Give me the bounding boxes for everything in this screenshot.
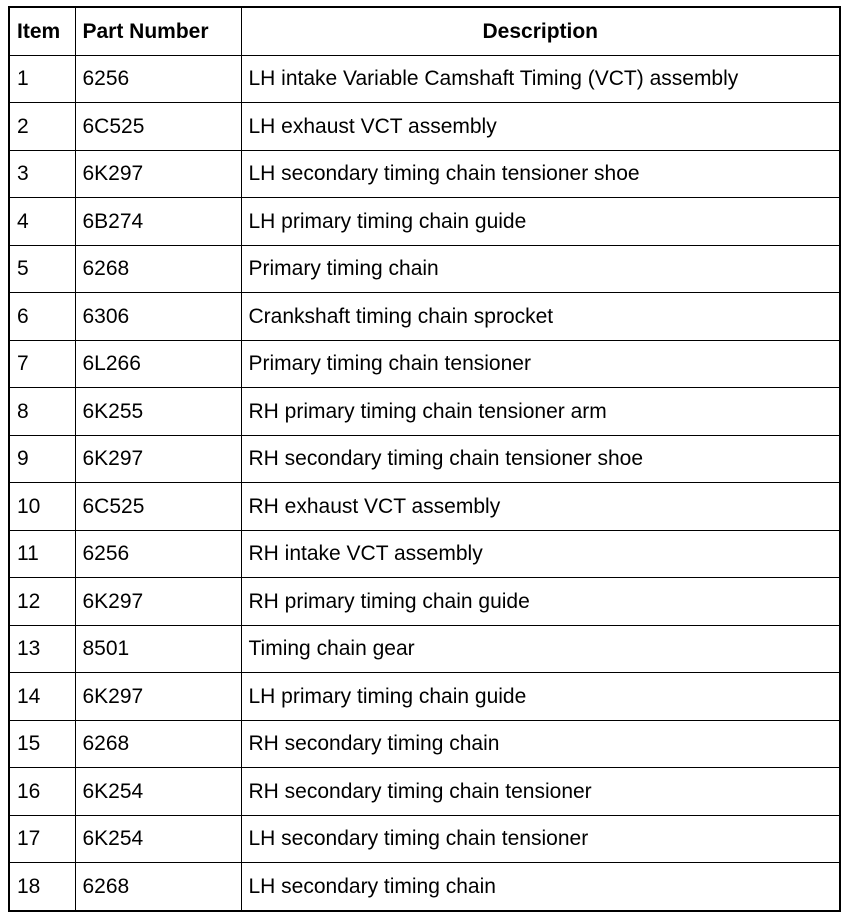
- cell-description: RH intake VCT assembly: [241, 530, 840, 578]
- cell-item: 17: [9, 815, 75, 863]
- cell-item: 12: [9, 578, 75, 626]
- table-row: [9, 245, 840, 293]
- header-part-number: Part Number: [75, 7, 241, 55]
- table-row: [9, 530, 840, 578]
- cell-part-number: 6K255: [75, 388, 241, 436]
- cell-item: 5: [9, 245, 75, 293]
- cell-description: Primary timing chain: [241, 245, 840, 293]
- cell-part-number: 6B274: [75, 198, 241, 246]
- cell-part-number: 6268: [75, 720, 241, 768]
- parts-table: [8, 6, 841, 912]
- cell-description: RH primary timing chain tensioner arm: [241, 388, 840, 436]
- cell-part-number: 6268: [75, 245, 241, 293]
- cell-description: RH primary timing chain guide: [241, 578, 840, 626]
- table-row: [9, 863, 840, 911]
- cell-part-number: 6K254: [75, 815, 241, 863]
- cell-item: 6: [9, 293, 75, 341]
- cell-item: 16: [9, 768, 75, 816]
- cell-part-number: 6C525: [75, 483, 241, 531]
- cell-item: 18: [9, 863, 75, 911]
- header-description: Description: [241, 7, 840, 55]
- table-row: [9, 55, 840, 103]
- cell-item: 10: [9, 483, 75, 531]
- header-item: Item: [9, 7, 75, 55]
- cell-part-number: 6K297: [75, 673, 241, 721]
- cell-part-number: 6K297: [75, 578, 241, 626]
- cell-description: Crankshaft timing chain sprocket: [241, 293, 840, 341]
- table-body: [9, 55, 840, 911]
- cell-description: RH secondary timing chain tensioner: [241, 768, 840, 816]
- cell-part-number: 8501: [75, 625, 241, 673]
- table-row: [9, 625, 840, 673]
- cell-part-number: 6C525: [75, 103, 241, 151]
- cell-part-number: 6K254: [75, 768, 241, 816]
- cell-description: RH secondary timing chain: [241, 720, 840, 768]
- cell-description: Timing chain gear: [241, 625, 840, 673]
- cell-part-number: 6256: [75, 530, 241, 578]
- cell-item: 9: [9, 435, 75, 483]
- table-row: [9, 673, 840, 721]
- table-row: [9, 150, 840, 198]
- table-row: [9, 388, 840, 436]
- cell-description: Primary timing chain tensioner: [241, 340, 840, 388]
- table-row: [9, 293, 840, 341]
- cell-part-number: 6306: [75, 293, 241, 341]
- cell-item: 3: [9, 150, 75, 198]
- table-row: [9, 340, 840, 388]
- cell-description: LH intake Variable Camshaft Timing (VCT) assembly: [241, 55, 840, 103]
- table-row: [9, 198, 840, 246]
- table-row: [9, 578, 840, 626]
- cell-description: RH exhaust VCT assembly: [241, 483, 840, 531]
- table-row: [9, 815, 840, 863]
- cell-item: 7: [9, 340, 75, 388]
- cell-description: LH secondary timing chain tensioner shoe: [241, 150, 840, 198]
- table-row: [9, 483, 840, 531]
- cell-part-number: 6K297: [75, 150, 241, 198]
- cell-item: 1: [9, 55, 75, 103]
- cell-part-number: 6L266: [75, 340, 241, 388]
- cell-item: 8: [9, 388, 75, 436]
- cell-item: 14: [9, 673, 75, 721]
- table-row: [9, 720, 840, 768]
- table-row: [9, 435, 840, 483]
- cell-description: LH secondary timing chain tensioner: [241, 815, 840, 863]
- cell-item: 2: [9, 103, 75, 151]
- table-row: [9, 768, 840, 816]
- cell-part-number: 6K297: [75, 435, 241, 483]
- cell-item: 11: [9, 530, 75, 578]
- header-row: [9, 7, 840, 55]
- cell-description: LH primary timing chain guide: [241, 673, 840, 721]
- cell-description: LH primary timing chain guide: [241, 198, 840, 246]
- cell-item: 15: [9, 720, 75, 768]
- table-row: [9, 103, 840, 151]
- cell-item: 13: [9, 625, 75, 673]
- cell-part-number: 6256: [75, 55, 241, 103]
- cell-item: 4: [9, 198, 75, 246]
- cell-description: RH secondary timing chain tensioner shoe: [241, 435, 840, 483]
- table-header: [9, 7, 840, 55]
- cell-description: LH exhaust VCT assembly: [241, 103, 840, 151]
- cell-description: LH secondary timing chain: [241, 863, 840, 911]
- cell-part-number: 6268: [75, 863, 241, 911]
